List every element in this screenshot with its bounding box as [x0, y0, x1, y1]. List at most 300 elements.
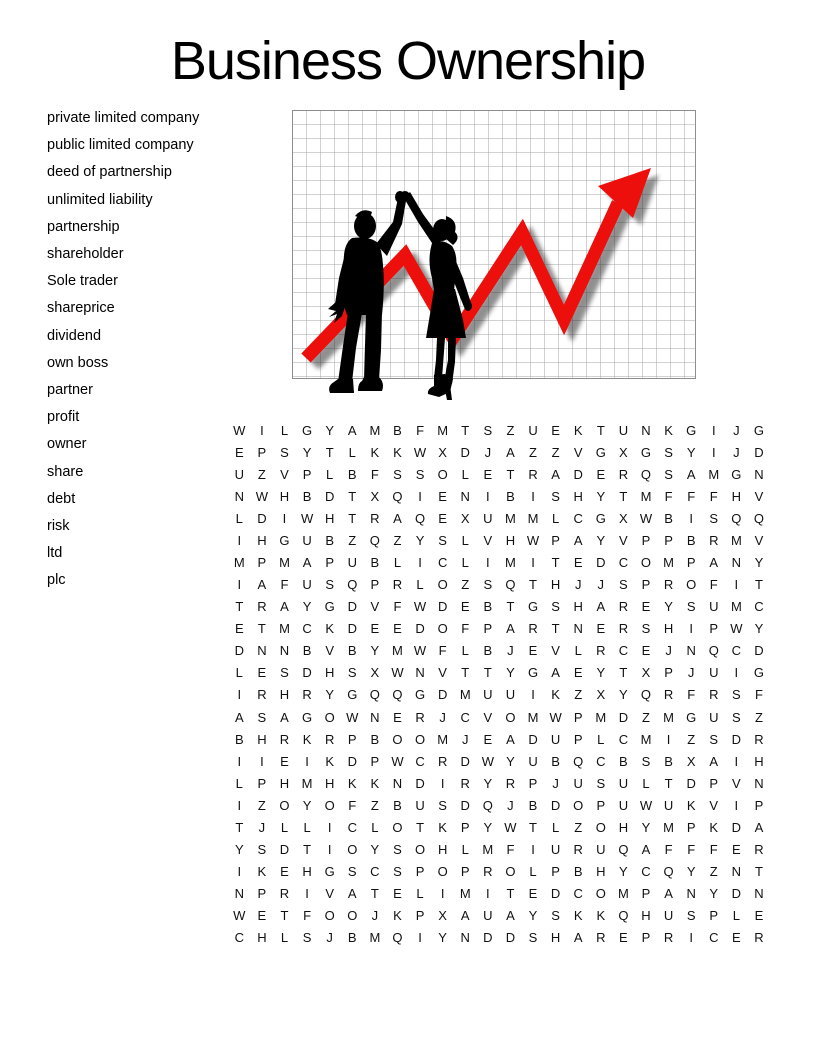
grid-cell: S	[528, 930, 538, 946]
grid-cell: D	[437, 687, 448, 703]
grid-cell: R	[709, 532, 719, 548]
grid-cell: N	[460, 488, 470, 504]
grid-cell: A	[573, 532, 583, 548]
grid-cell: U	[709, 665, 719, 681]
grid-cell: L	[416, 577, 424, 593]
grid-cell: T	[461, 665, 470, 681]
grid-cell: Q	[731, 510, 742, 526]
grid-cell: M	[301, 775, 313, 791]
word-list-item: risk	[47, 518, 70, 535]
grid-cell: D	[234, 643, 244, 659]
grid-cell: S	[709, 510, 719, 526]
grid-cell: H	[618, 819, 629, 835]
grid-cell: R	[663, 687, 674, 703]
grid-cell: H	[302, 864, 312, 880]
grid-cell: L	[280, 930, 289, 946]
grid-cell: J	[597, 577, 605, 593]
grid-cell: U	[709, 709, 719, 725]
grid-cell: H	[437, 842, 448, 858]
grid-cell: I	[734, 577, 739, 593]
grid-cell: F	[461, 621, 470, 637]
grid-cell: V	[754, 488, 764, 504]
grid-cell: A	[347, 886, 357, 902]
grid-cell: Q	[663, 864, 674, 880]
grid-cell: E	[438, 510, 447, 526]
grid-cell: R	[392, 577, 403, 593]
grid-cell: U	[596, 842, 606, 858]
grid-cell: P	[370, 753, 380, 769]
grid-cell: I	[440, 886, 445, 902]
grid-cell: S	[280, 665, 289, 681]
grid-cell: F	[370, 466, 379, 482]
grid-cell: Y	[370, 643, 380, 659]
grid-cell: D	[618, 709, 629, 725]
grid-cell: D	[460, 797, 470, 813]
grid-cell: X	[596, 687, 606, 703]
grid-cell: C	[302, 621, 312, 637]
grid-cell: P	[551, 532, 560, 548]
grid-cell: I	[418, 555, 422, 570]
grid-cell: P	[709, 621, 719, 637]
word-list-item: shareholder	[47, 246, 124, 263]
grid-cell: D	[686, 775, 696, 791]
grid-cell: H	[257, 731, 267, 747]
grid-cell: I	[711, 422, 716, 438]
grid-cell: L	[280, 819, 289, 835]
grid-cell: H	[279, 488, 290, 504]
grid-cell: D	[754, 444, 764, 460]
word-list-item: public limited company	[47, 137, 194, 154]
grid-cell: T	[506, 886, 515, 902]
grid-cell: I	[531, 555, 535, 570]
grid-cell: T	[235, 599, 244, 615]
grid-cell: G	[414, 687, 426, 703]
grid-cell: U	[550, 731, 561, 747]
grid-cell: H	[573, 488, 583, 504]
grid-cell: S	[619, 577, 628, 593]
grid-cell: A	[573, 930, 583, 946]
grid-cell: U	[505, 687, 516, 703]
grid-cell: Z	[754, 709, 763, 725]
grid-cell: P	[257, 775, 267, 791]
grid-cell: L	[597, 731, 605, 747]
grid-cell: L	[326, 466, 334, 482]
grid-cell: N	[754, 886, 764, 902]
grid-cell: B	[234, 731, 244, 747]
grid-cell: M	[527, 510, 539, 526]
grid-cell: S	[257, 842, 267, 858]
grid-cell: I	[486, 555, 490, 570]
grid-cell: Y	[483, 775, 493, 791]
grid-cell: D	[415, 621, 425, 637]
grid-cell: Z	[348, 532, 357, 548]
grid-cell: E	[257, 665, 267, 681]
grid-cell: J	[371, 908, 379, 924]
grid-cell: T	[325, 444, 334, 460]
grid-cell: I	[237, 577, 242, 593]
grid-cell: O	[324, 908, 335, 924]
grid-cell: C	[641, 864, 651, 880]
grid-cell: R	[754, 731, 764, 747]
grid-cell: T	[506, 599, 515, 615]
grid-cell: N	[641, 422, 651, 438]
grid-cell: L	[348, 444, 356, 460]
grid-cell: B	[347, 643, 357, 659]
word-list-item: profit	[47, 409, 80, 426]
grid-cell: N	[460, 930, 470, 946]
grid-cell: C	[618, 643, 629, 659]
grid-cell: I	[689, 510, 693, 526]
grid-cell: Z	[461, 577, 470, 593]
grid-cell: U	[709, 599, 719, 615]
grid-cell: I	[305, 886, 309, 902]
grid-cell: V	[573, 444, 583, 460]
grid-cell: H	[573, 599, 583, 615]
grid-cell: I	[486, 488, 490, 504]
grid-cell: S	[709, 731, 719, 747]
grid-cell: E	[619, 930, 628, 946]
grid-cell: P	[551, 864, 560, 880]
grid-cell: Y	[686, 864, 696, 880]
grid-cell: S	[257, 709, 267, 725]
grid-cell: E	[754, 908, 764, 924]
grid-cell: M	[730, 532, 742, 548]
grid-cell: F	[438, 643, 447, 659]
grid-cell: S	[393, 466, 402, 482]
grid-cell: S	[732, 687, 741, 703]
grid-cell: H	[257, 532, 267, 548]
grid-cell: F	[416, 422, 425, 438]
grid-cell: V	[754, 532, 764, 548]
grid-cell: W	[391, 753, 404, 769]
grid-cell: T	[235, 819, 244, 835]
grid-cell: M	[482, 842, 494, 858]
grid-cell: I	[531, 488, 535, 504]
grid-cell: K	[551, 687, 560, 703]
grid-cell: H	[279, 775, 290, 791]
grid-cell: D	[347, 621, 357, 637]
grid-cell: P	[709, 908, 719, 924]
grid-cell: N	[686, 886, 696, 902]
grid-cell: C	[709, 930, 719, 946]
grid-cell: W	[255, 488, 269, 504]
grid-cell: P	[641, 532, 651, 548]
grid-cell: T	[483, 665, 492, 681]
grid-cell: P	[709, 775, 719, 791]
grid-cell: D	[302, 665, 312, 681]
grid-cell: D	[460, 444, 470, 460]
grid-cell: T	[280, 908, 289, 924]
wordsearch-letter-grid	[228, 419, 770, 949]
grid-cell: P	[257, 444, 267, 460]
grid-cell: M	[279, 621, 290, 637]
grid-cell: U	[302, 577, 312, 593]
grid-cell: S	[551, 599, 560, 615]
grid-cell: M	[730, 599, 742, 615]
grid-cell: A	[551, 466, 560, 482]
grid-cell: O	[279, 797, 290, 813]
grid-cell: M	[505, 555, 516, 570]
grid-cell: A	[506, 908, 515, 924]
grid-cell: N	[279, 643, 290, 659]
grid-cell: W	[639, 797, 653, 813]
word-list-item: plc	[47, 572, 66, 589]
grid-cell: N	[234, 886, 244, 902]
grid-cell: T	[370, 886, 379, 902]
grid-cell: J	[552, 775, 559, 791]
grid-cell: E	[483, 466, 493, 482]
grid-cell: B	[551, 753, 560, 769]
grid-cell: Z	[506, 422, 515, 438]
grid-cell: E	[596, 621, 606, 637]
grid-cell: Y	[325, 422, 334, 438]
grid-cell: E	[234, 621, 244, 637]
grid-cell: B	[370, 555, 380, 570]
grid-cell: E	[438, 488, 447, 504]
grid-cell: L	[551, 819, 560, 835]
grid-cell: N	[573, 621, 583, 637]
grid-cell: M	[708, 466, 720, 482]
grid-cell: M	[369, 422, 381, 438]
grid-cell: I	[260, 753, 264, 769]
grid-cell: I	[440, 775, 445, 791]
grid-cell: P	[664, 532, 673, 548]
grid-cell: V	[709, 797, 719, 813]
grid-cell: B	[393, 422, 402, 438]
grid-cell: V	[325, 886, 334, 902]
grid-cell: N	[392, 775, 403, 791]
grid-cell: E	[641, 599, 651, 615]
grid-cell: N	[370, 709, 380, 725]
grid-cell: D	[483, 930, 493, 946]
grid-cell: Y	[506, 753, 515, 769]
grid-cell: T	[303, 842, 312, 858]
grid-cell: E	[573, 665, 583, 681]
grid-cell: O	[392, 819, 403, 835]
grid-cell: A	[664, 886, 673, 902]
grid-cell: F	[709, 577, 718, 593]
grid-cell: J	[687, 665, 695, 681]
grid-cell: L	[529, 864, 537, 880]
grid-cell: D	[528, 731, 538, 747]
grid-cell: P	[302, 466, 312, 482]
grid-cell: R	[618, 466, 629, 482]
grid-cell: D	[460, 753, 470, 769]
grid-cell: V	[483, 532, 493, 548]
grid-cell: O	[414, 731, 426, 747]
grid-cell: P	[528, 775, 538, 791]
grid-cell: H	[754, 753, 764, 769]
grid-cell: D	[347, 753, 357, 769]
grid-cell: W	[481, 753, 494, 769]
grid-cell: J	[733, 422, 740, 438]
grid-cell: S	[483, 577, 493, 593]
grid-cell: H	[324, 510, 335, 526]
grid-cell: V	[370, 599, 380, 615]
grid-cell: Q	[618, 908, 629, 924]
grid-cell: M	[392, 643, 403, 659]
grid-cell: Z	[257, 797, 266, 813]
grid-cell: B	[619, 753, 628, 769]
grid-cell: Z	[642, 709, 650, 725]
grid-cell: A	[709, 555, 719, 570]
grid-cell: O	[324, 709, 335, 725]
grid-cell: O	[437, 577, 448, 593]
grid-cell: I	[237, 864, 242, 880]
grid-cell: S	[641, 621, 651, 637]
grid-cell: U	[347, 555, 357, 570]
grid-cell: I	[305, 753, 309, 769]
grid-cell: F	[664, 488, 673, 504]
grid-cell: L	[235, 510, 243, 526]
grid-cell: U	[483, 908, 493, 924]
grid-cell: M	[233, 555, 245, 570]
grid-cell: Z	[257, 466, 266, 482]
grid-cell: F	[687, 842, 696, 858]
grid-cell: Z	[370, 797, 379, 813]
grid-cell: D	[754, 643, 764, 659]
grid-cell: K	[664, 422, 673, 438]
grid-cell: W	[300, 510, 314, 526]
grid-cell: O	[324, 797, 335, 813]
grid-cell: X	[619, 510, 628, 526]
grid-cell: E	[460, 599, 470, 615]
grid-cell: J	[665, 643, 672, 659]
grid-cell: R	[596, 643, 606, 659]
grid-cell: W	[639, 510, 653, 526]
grid-cell: Y	[709, 886, 719, 902]
grid-cell: H	[596, 864, 606, 880]
grid-cell: H	[257, 930, 267, 946]
grid-cell: M	[527, 709, 539, 725]
word-list-item: share	[47, 463, 84, 480]
grid-cell: A	[280, 599, 289, 615]
grid-cell: B	[686, 532, 696, 548]
grid-cell: Q	[392, 488, 403, 504]
grid-cell: N	[754, 466, 764, 482]
grid-cell: S	[347, 864, 357, 880]
grid-cell: X	[460, 510, 470, 526]
grid-cell: Q	[347, 577, 358, 593]
grid-cell: M	[459, 687, 471, 703]
grid-cell: V	[438, 665, 447, 681]
grid-cell: H	[641, 908, 651, 924]
grid-cell: P	[686, 555, 696, 570]
grid-cell: D	[596, 555, 606, 570]
grid-cell: W	[346, 709, 359, 725]
grid-cell: G	[753, 665, 765, 681]
grid-cell: Q	[392, 930, 403, 946]
grid-cell: D	[550, 886, 561, 902]
grid-cell: S	[596, 775, 606, 791]
grid-cell: O	[437, 621, 448, 637]
word-list-item: deed of partnership	[47, 164, 172, 181]
grid-cell: F	[303, 908, 312, 924]
grid-cell: W	[526, 532, 540, 548]
grid-cell: S	[325, 577, 334, 593]
grid-cell: R	[618, 599, 629, 615]
grid-cell: F	[687, 687, 696, 703]
grid-cell: R	[663, 930, 674, 946]
grid-cell: H	[279, 687, 290, 703]
grid-cell: C	[415, 753, 425, 769]
grid-cell: J	[484, 444, 492, 460]
grid-cell: Y	[483, 819, 493, 835]
grid-cell: N	[731, 864, 742, 880]
grid-cell: F	[687, 488, 696, 504]
grid-cell: Q	[369, 687, 380, 703]
grid-cell: G	[279, 532, 290, 548]
grid-cell: G	[595, 510, 606, 526]
grid-cell: G	[686, 422, 697, 438]
grid-cell: I	[734, 753, 739, 769]
grid-cell: K	[573, 422, 583, 438]
grid-cell: H	[550, 930, 561, 946]
grid-cell: L	[551, 510, 560, 526]
grid-cell: B	[528, 797, 538, 813]
grid-cell: L	[303, 819, 311, 835]
grid-cell: B	[302, 488, 312, 504]
grid-cell: M	[640, 731, 652, 747]
grid-cell: N	[415, 665, 425, 681]
grid-cell: R	[437, 753, 448, 769]
grid-cell: C	[596, 753, 606, 769]
grid-cell: A	[754, 819, 764, 835]
grid-cell: P	[415, 864, 425, 880]
grid-cell: N	[234, 488, 244, 504]
word-list-item: ltd	[47, 545, 63, 562]
grid-cell: H	[324, 775, 335, 791]
grid-cell: M	[617, 886, 629, 902]
grid-cell: Y	[234, 842, 244, 858]
grid-cell: P	[641, 886, 651, 902]
grid-cell: L	[235, 775, 243, 791]
grid-cell: U	[234, 466, 244, 482]
grid-cell: I	[486, 886, 490, 902]
grid-cell: F	[280, 577, 289, 593]
grid-cell: U	[663, 908, 674, 924]
grid-cell: B	[302, 643, 312, 659]
grid-cell: V	[325, 643, 334, 659]
grid-cell: J	[439, 709, 446, 725]
grid-cell: C	[370, 864, 380, 880]
grid-cell: U	[663, 797, 674, 813]
grid-cell: K	[686, 797, 696, 813]
grid-cell: Y	[686, 444, 696, 460]
grid-cell: R	[302, 687, 312, 703]
grid-cell: A	[506, 444, 515, 460]
grid-cell: K	[347, 775, 357, 791]
grid-cell: Y	[754, 621, 764, 637]
grid-cell: M	[595, 709, 607, 725]
grid-cell: M	[663, 709, 674, 725]
grid-cell: O	[347, 842, 358, 858]
grid-cell: R	[663, 577, 674, 593]
grid-cell: L	[461, 842, 469, 858]
grid-cell: K	[573, 908, 583, 924]
grid-cell: C	[460, 709, 470, 725]
grid-cell: A	[686, 466, 696, 482]
grid-cell: O	[686, 577, 697, 593]
grid-cell: P	[754, 797, 764, 813]
grid-cell: A	[280, 709, 289, 725]
word-list	[47, 105, 199, 595]
grid-cell: Y	[596, 488, 606, 504]
grid-cell: L	[642, 775, 650, 791]
grid-cell: J	[326, 930, 333, 946]
grid-cell: O	[505, 864, 516, 880]
grid-cell: D	[731, 886, 742, 902]
